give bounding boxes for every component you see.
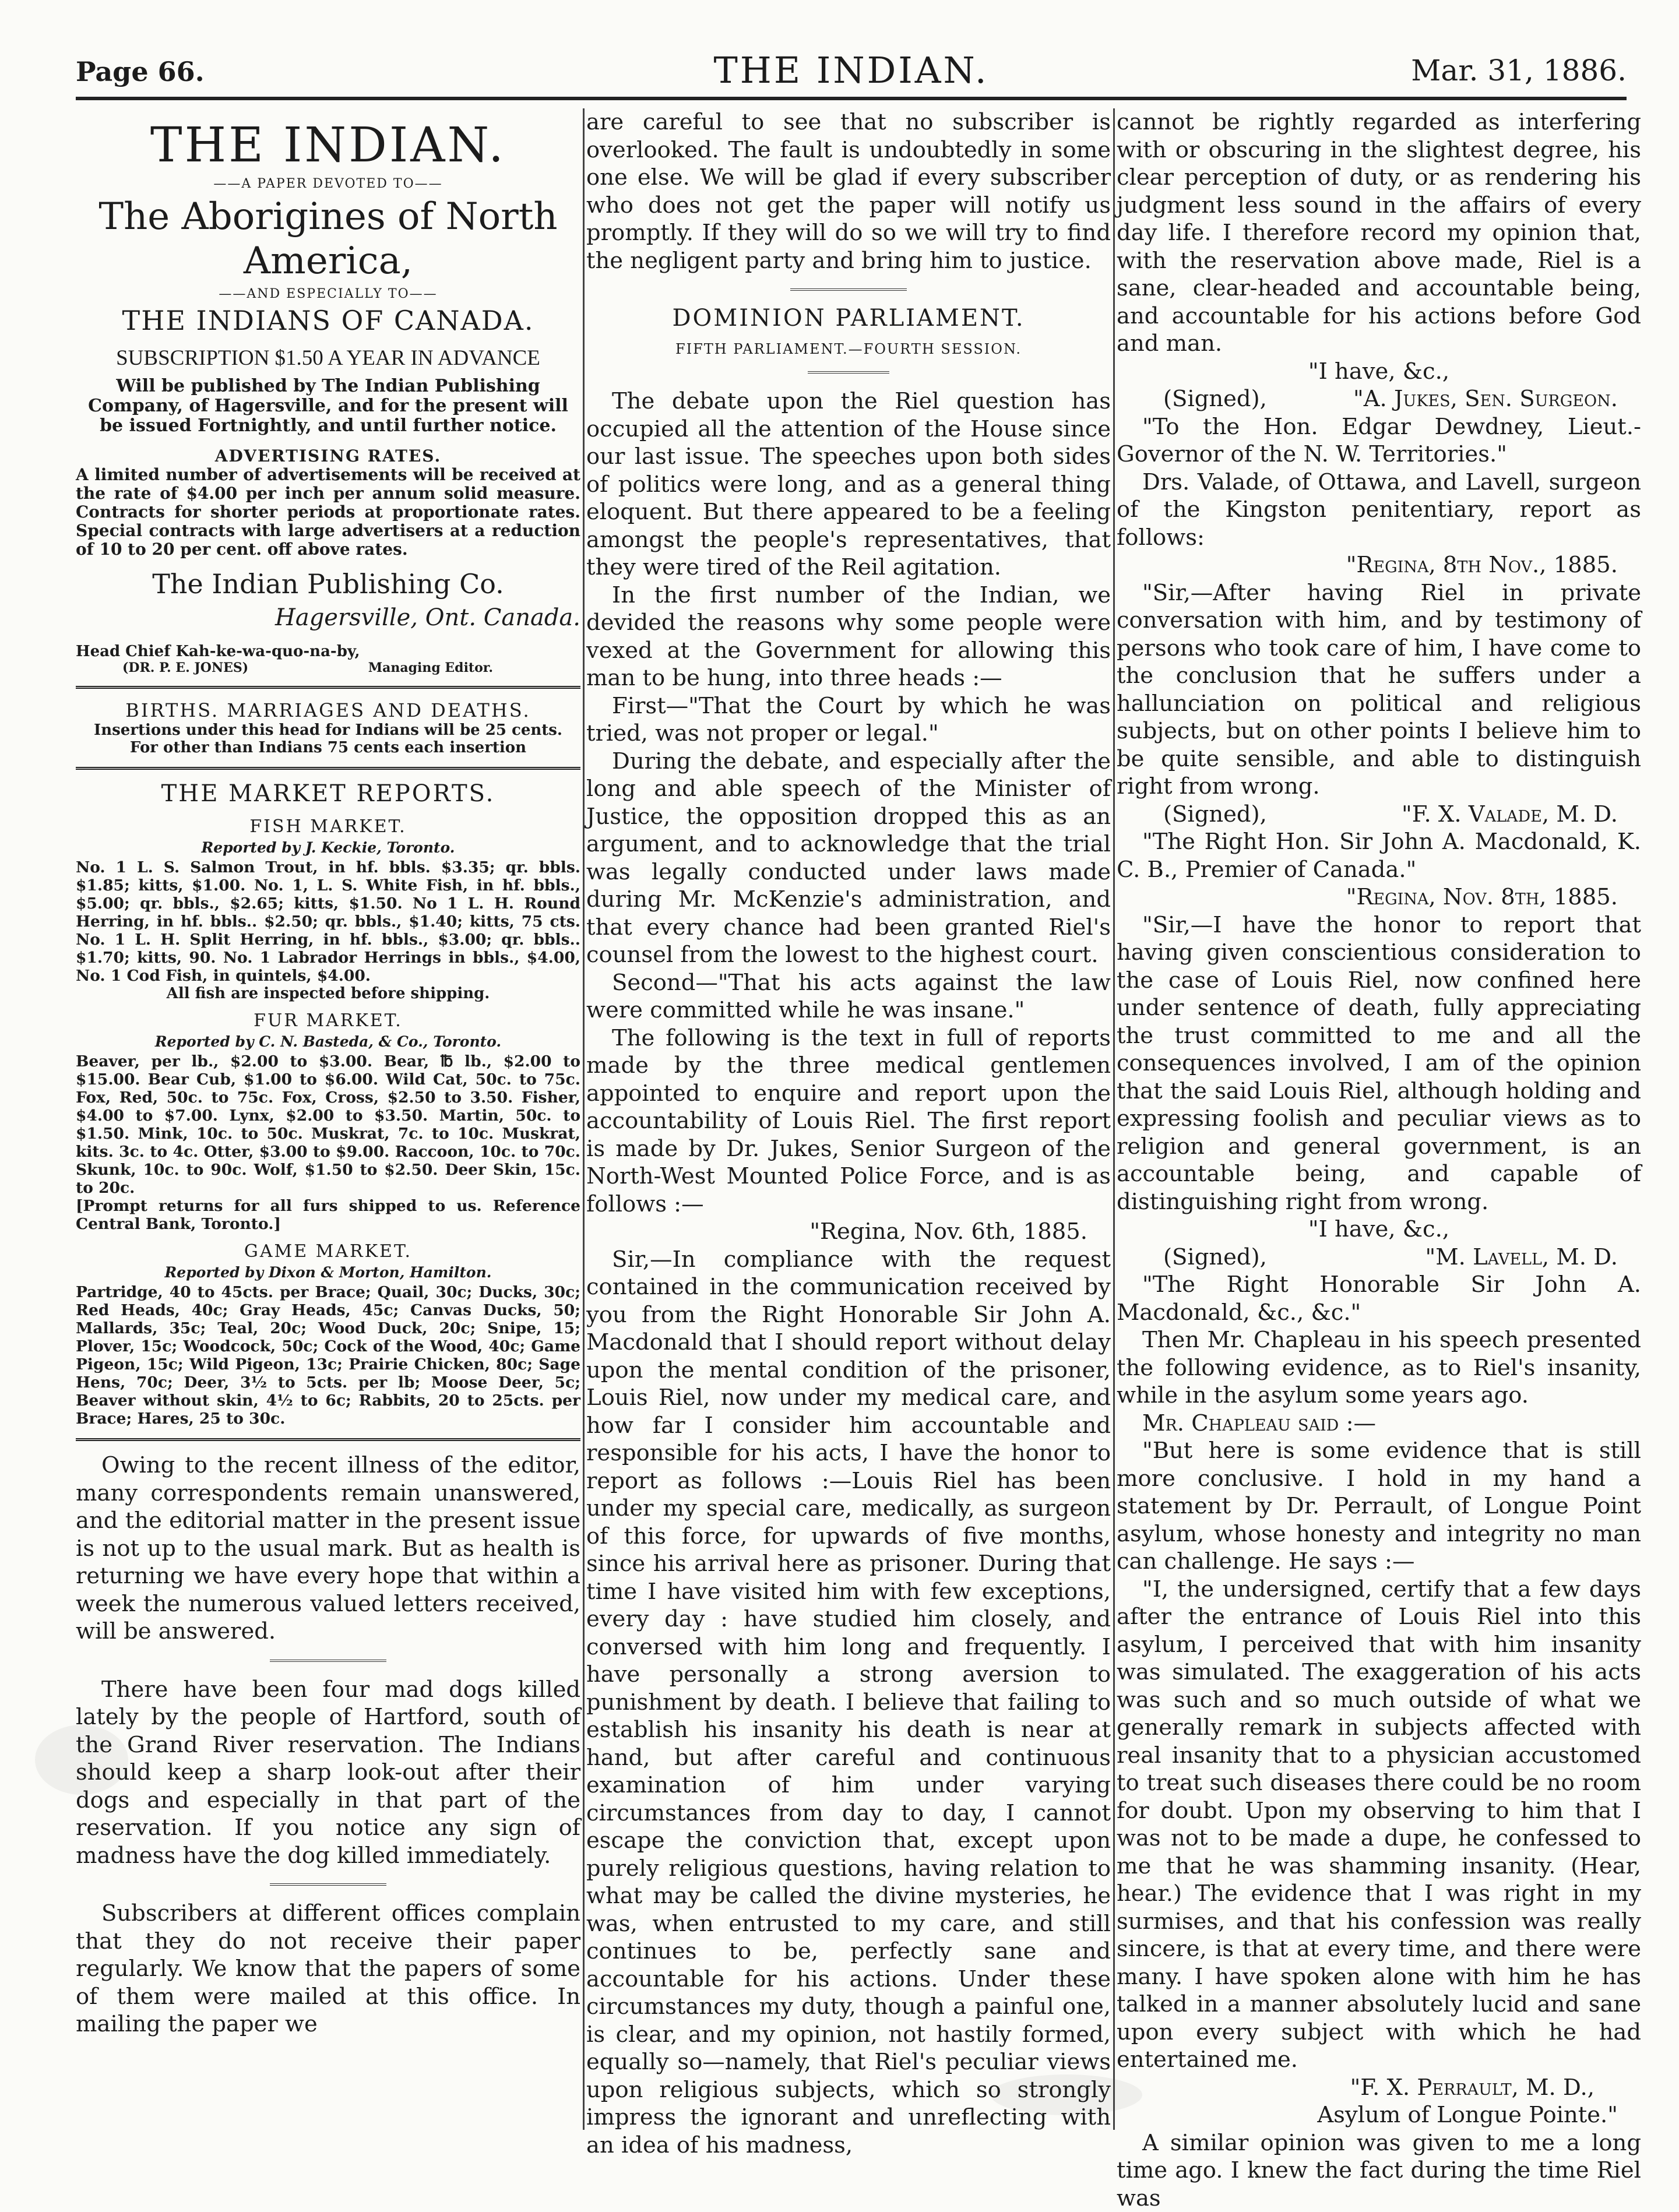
column-1 bbox=[76, 108, 580, 2130]
short-rule bbox=[790, 288, 907, 291]
signed-label: (Signed), bbox=[1163, 801, 1267, 829]
market-reports-heading: THE MARKET REPORTS. bbox=[76, 780, 580, 807]
chapleau-said: Mr. Chapleau said :— bbox=[1117, 1410, 1641, 1438]
debate-paragraph: The debate upon the Riel question has occupied all the attention of the House since our last issue. The speeches upon both sides of politics were long, and as a general thing eloquent. But there appeared to be a feeling amongst the people's representatives, that they were tired of the Reil agitation. bbox=[586, 388, 1111, 582]
first-number-paragraph: In the first number of the Indian, we devided the reasons why some people were vexed at the Government for allowing this man to be hung, into three heads :— bbox=[586, 582, 1111, 692]
column-rule bbox=[583, 108, 585, 2130]
medical-reports-intro: The following is the text in full of reports made by the three medical gentlemen appointed to enquire and report upon the accountability of Louis Riel. The first report is made by Dr. Jukes, Senior Surgeon of the North-West Mounted Police Force, and is as follows :— bbox=[586, 1024, 1111, 1218]
valade-dateline: "Regina, 8th Nov., 1885. bbox=[1117, 551, 1641, 579]
valade-addressee: "The Right Hon. Sir John A. Macdonald, K. C. B., Premier of Canada." bbox=[1117, 828, 1641, 883]
game-reported-by: Reported by Dixon & Morton, Hamilton. bbox=[76, 1264, 580, 1281]
editor-line: Head Chief Kah-ke-wa-quo-na-by, bbox=[76, 643, 580, 660]
section-rule bbox=[76, 767, 580, 770]
valade-lavell-intro: Drs. Valade, of Ottawa, and Lavell, surgeon of the Kingston penitentiary, report as follows: bbox=[1117, 469, 1641, 552]
fish-note: All fish are inspected before shipping. bbox=[76, 985, 580, 1002]
similar-opinion: A similar opinion was given to me a long time ago. I knew the fact during the time Riel was bbox=[1117, 2129, 1641, 2212]
signer-name: "A. Jukes, Sen. Surgeon. bbox=[1353, 385, 1618, 413]
jukes-dateline: "Regina, Nov. 6th, 1885. bbox=[586, 1218, 1111, 1246]
section-rule bbox=[76, 1438, 580, 1441]
fish-market-heading: FISH MARKET. bbox=[76, 816, 580, 837]
aborigines-line: The Aborigines of North America, bbox=[76, 195, 580, 283]
masthead-rule bbox=[76, 97, 1627, 100]
jukes-signature bbox=[1117, 385, 1641, 413]
page-number: Page 66. bbox=[76, 56, 205, 87]
paper-name: THE INDIAN. bbox=[76, 49, 1627, 91]
bmd-heading: BIRTHS. MARRIAGES AND DEATHS. bbox=[76, 699, 580, 721]
subscription-line: SUBSCRIPTION $1.50 A YEAR IN ADVANCE bbox=[76, 346, 580, 371]
valade-report: "Sir,—After having Riel in private conversation with him, and by testimony of persons who took care of him, I have come to the conclusion that he suffers under a hallunciation on political and religious subjects, but on other points I believe him to be quite sensible, and able to distinguish right from wrong. bbox=[1117, 579, 1641, 801]
nameplate-title: THE INDIAN. bbox=[76, 118, 580, 173]
signer-name: "F. X. Valade, M. D. bbox=[1402, 801, 1618, 829]
fur-market-heading: FUR MARKET. bbox=[76, 1010, 580, 1031]
jukes-closing: "I have, &c., bbox=[1117, 358, 1641, 386]
column-rule bbox=[1113, 108, 1115, 2130]
subscribers-paragraph: Subscribers at different offices complain that they do not receive their paper regularly. We know that the papers of some of them were mailed at this office. In mailing the paper we bbox=[76, 1900, 580, 2038]
devoted-line: ——A PAPER DEVOTED TO—— bbox=[76, 177, 580, 191]
bmd-text-2: For other than Indians 75 cents each insertion bbox=[76, 739, 580, 756]
editor-name: (DR. P. E. JONES) bbox=[122, 660, 248, 675]
short-rule bbox=[808, 371, 889, 374]
jukes-report: Sir,—In compliance with the request contained in the communication received by you from the Right Honorable Sir John A. Macdonald that I should report without delay upon the mental condition of the prisoner, Louis Riel, now under my medical care, and how far I consider him accountable and responsible for his acts, I have the honor to report as follows :—Louis Riel has been under my special care, medically, as surgeon of this force, for upwards of five months, since his arrival here as prisoner. During that time I have visited him with few exceptions, every day : have studied him closely, and conversed with him long and frequently. I have personally a strong aversion to punishment by death. I believe that failing to establish his insanity his death is near at hand, but after careful and continuous examination of him under varying circumstances from day to day, I cannot escape the conviction that, except upon purely religious questions, having relation to what may be called the divine mysteries, he was, when entrusted to my care, and still continues to be, perfectly sane and accountable for his actions. Under these circumstances my duty, though a painful one, is clear, and my opinion, not hastily formed, equally so—namely, that Riel's peculiar views upon religious subjects, which so strongly impress the ignorant and unreflecting with an idea of his madness, bbox=[586, 1246, 1111, 2160]
publisher-name: The Indian Publishing Co. bbox=[76, 568, 580, 600]
game-market-heading: GAME MARKET. bbox=[76, 1241, 580, 1262]
issue-date: Mar. 31, 1886. bbox=[1411, 54, 1627, 87]
lavell-report: "Sir,—I have the honor to report that having given conscientious consideration to the case of Louis Riel, now confined here under sentence of death, fully appreciating the trust committed to me and all the consequences involved, I am of the opinion that the said Louis Riel, although holding and expressing foolish and peculiar views as to religion and general government, is an accountable being, and capable of distinguishing right from wrong. bbox=[1117, 911, 1641, 1216]
chapleau-intro: Then Mr. Chapleau in his speech presented the following evidence, as to Riel's insanity, while in the asylum some years ago. bbox=[1117, 1326, 1641, 1410]
fish-market-text: No. 1 L. S. Salmon Trout, in hf. bbls. $3.35; qr. bbls. $1.85; kitts, $1.00. No. 1, L. S. White Fish, in hf. bbls., $5.00; qr. bbls., $2.65; kitts, $1.50. No 1 L. H. Round Herring, in hf. bbls.. $2.50; qr. bbls., $1.40; kitts, 75 cts. No. 1 L. H. Split Herring, in hf. bbls., $3.00; qr. bbls.. $1.70; kitts, 90. No. 1 Labrador Herrings in bbls., $4.00, No. 1 Cod Fish, in quintels, $4.00. bbox=[76, 858, 580, 985]
lavell-dateline: "Regina, Nov. 8th, 1885. bbox=[1117, 883, 1641, 911]
section-rule bbox=[76, 686, 580, 689]
editor-role: Managing Editor. bbox=[368, 660, 493, 675]
fur-note: [Prompt returns for all furs shipped to us. Reference Central Bank, Toronto.] bbox=[76, 1197, 580, 1233]
session-line: FIFTH PARLIAMENT.—FOURTH SESSION. bbox=[586, 341, 1111, 357]
first-reason: First—"That the Court by which he was tried, was not proper or legal." bbox=[586, 692, 1111, 748]
advertising-text: A limited number of advertisements will be received at the rate of $4.00 per inch per annum solid measure. Contracts for shorter periods at proportionate rates. Special contracts with large advertisers at a reduction of 10 to 20 per cent. off above rates. bbox=[76, 466, 580, 559]
second-reason: Second—"That his acts against the law were committed while he was insane." bbox=[586, 969, 1111, 1024]
short-rule bbox=[270, 1883, 386, 1886]
publication-notice: Will be published by The Indian Publishing Company, of Hagersville, and for the present will be issued Fortnightly, and until further notice. bbox=[76, 376, 580, 436]
fish-reported-by: Reported by J. Keckie, Toronto. bbox=[76, 839, 580, 856]
dominion-heading: DOMINION PARLIAMENT. bbox=[586, 305, 1111, 332]
game-market-text: Partridge, 40 to 45cts. per Brace; Quail, 30c; Ducks, 30c; Red Heads, 40c; Gray Heads, 45c; Canvas Ducks, 50; Mallards, 35c; Teal, 20c; Wood Duck, 20c; Snipe, 15; Plover, 15c; Woodcock, 50c; Cock of the Wood, 40c; Game Pigeon, 15c; Wild Pigeon, 13c; Prairie Chicken, 80c; Sage Hens, 70c; Deer, 3½ to 5cts. per lb; Moose Deer, 5c; Beaver without skin, 4½ to 6c; Rabbits, 20 to 25cts. per Brace; Hares, 25 to 30c. bbox=[76, 1283, 580, 1428]
valade-signature bbox=[1117, 801, 1641, 829]
perrault-signature: "F. X. Perrault, M. D., bbox=[1117, 2074, 1641, 2102]
short-rule bbox=[270, 1660, 386, 1662]
editor-subline bbox=[76, 660, 580, 675]
during-debate-paragraph: During the debate, and especially after the long and able speech of the Minister of Justice, the opposition dropped this as an argument, and to acknowledge that the trial was legally conducted under laws made during Mr. McKenzie's administration, and that every chance had been granted Riel's counsel from the lowest to the highest court. bbox=[586, 748, 1111, 969]
column-3 bbox=[1117, 108, 1641, 2130]
owing-paragraph: Owing to the recent illness of the editor, many correspondents remain unanswered, and the editorial matter in the present issue is not up to the usual mark. But as health is returning we have every hope that within a week the numerous valued letters received, will be answered. bbox=[76, 1452, 580, 1646]
publisher-place: Hagersville, Ont. Canada. bbox=[76, 604, 580, 631]
bmd-text-1: Insertions under this head for Indians will be 25 cents. bbox=[76, 721, 580, 739]
especially-line: ——AND ESPECIALLY TO—— bbox=[76, 287, 580, 301]
canada-line: THE INDIANS OF CANADA. bbox=[76, 305, 580, 336]
chapleau-evidence: "But here is some evidence that is still more conclusive. I hold in my hand a statement by Dr. Perrault, of Longue Point asylum, whose honesty and integrity no man can challenge. He says :— bbox=[1117, 1437, 1641, 1576]
lavell-closing: "I have, &c., bbox=[1117, 1216, 1641, 1244]
jukes-report-continued: cannot be rightly regarded as interfering with or obscuring in the slightest degree, his clear perception of duty, or as rendering his judgment less sound in the affairs of every day life. I therefore record my opinion that, with the reservation above made, Riel is a sane, clear-headed and accountable being, and accountable for his actions before God and man. bbox=[1117, 108, 1641, 358]
column-2 bbox=[586, 108, 1111, 2130]
advertising-heading: ADVERTISING RATES. bbox=[76, 446, 580, 466]
lavell-signature bbox=[1117, 1244, 1641, 1271]
perrault-certificate: "I, the undersigned, certify that a few days after the entrance of Louis Riel into this asylum, I perceived that with him insanity was simulated. The exaggeration of his acts was such and so much outside of what we generally remark in subjects affected with real insanity that to a physician accustomed to treat such diseases there could be no room for doubt. Upon my observing to him that I was not to be made a dupe, he confessed to me that he was shamming insanity. (Hear, hear.) The evidence that I was right in my surmises, and that his confession was really sincere, is that at every time, and there were many. I have spoken alone with him he has talked in a manner absolutely lucid and sane upon every subject with which he had entertained me. bbox=[1117, 1576, 1641, 2074]
signed-label: (Signed), bbox=[1163, 1244, 1267, 1271]
jukes-addressee: "To the Hon. Edgar Dewdney, Lieut.-Governor of the N. W. Territories." bbox=[1117, 413, 1641, 469]
fur-reported-by: Reported by C. N. Basteda, & Co., Toronto. bbox=[76, 1033, 580, 1050]
fur-market-text: Beaver, per lb., $2.00 to $3.00. Bear, ℔ lb., $2.00 to $15.00. Bear Cub, $1.00 to $6.00. Wild Cat, 50c. to 75c. Fox, Red, 50c. to 75c. Fox, Cross, $2.50 to 3.50. Fisher, $4.00 to $7.00. Lynx, $2.00 to $3.50. Martin, 50c. to $1.50. Mink, 10c. to 50c. Muskrat, 7c. to 10c. Muskrat, kits. 3c. to 4c. Otter, $3.00 to $9.00. Raccoon, 10c. to 70c. Skunk, 10c. to 90c. Wolf, $1.50 to $2.50. Deer Skin, 15c. to 20c. bbox=[76, 1052, 580, 1197]
signed-label: (Signed), bbox=[1163, 385, 1267, 413]
mad-dogs-paragraph: There have been four mad dogs killed lately by the people of Hartford, south of the Grand River reservation. The Indians should keep a sharp look-out after their dogs and especially in that part of the reservation. If you notice any sign of madness have the dog killed immediately. bbox=[76, 1676, 580, 1870]
signer-name: "M. Lavell, M. D. bbox=[1425, 1244, 1618, 1271]
masthead bbox=[76, 49, 1627, 96]
lavell-addressee: "The Right Honorable Sir John A. Macdonald, &c., &c." bbox=[1117, 1271, 1641, 1326]
perrault-asylum: Asylum of Longue Pointe." bbox=[1117, 2101, 1641, 2129]
continuation-paragraph: are careful to see that no subscriber is overlooked. The fault is undoubtedly in some one else. We will be glad if every subscriber who does not get the paper will notify us promptly. If they will do so we will try to find the negligent party and bring him to justice. bbox=[586, 108, 1111, 274]
